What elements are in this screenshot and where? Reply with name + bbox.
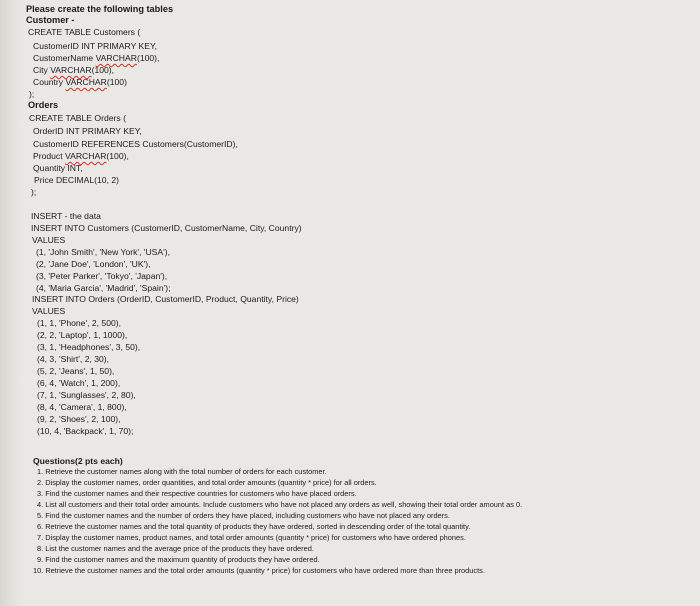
customer-row: (2, 'Jane Doe', 'London', 'UK'), — [36, 259, 151, 269]
questions-heading: Questions(2 pts each) — [33, 456, 123, 466]
customers-create-start: CREATE TABLE Customers ( — [28, 27, 141, 37]
order-row: (3, 1, 'Headphones', 3, 50), — [37, 342, 141, 352]
customers-col-name: CustomerName VARCHAR(100), — [33, 53, 160, 63]
question-item: 8. List the customer names and the average price of the products they have ordered. — [37, 544, 314, 553]
order-row: (9, 2, 'Shoes', 2, 100), — [37, 414, 121, 424]
order-row: (4, 3, 'Shirt', 2, 30), — [37, 354, 110, 364]
question-item: 3. Find the customer names and their respective countries for customers who have placed orders. — [37, 489, 357, 498]
customer-row: (3, 'Peter Parker', 'Tokyo', 'Japan'), — [36, 271, 168, 281]
insert-customers-values: VALUES — [32, 235, 66, 245]
insert-heading: INSERT - the data — [31, 211, 101, 221]
title: Please create the following tables — [26, 4, 174, 14]
insert-orders-values: VALUES — [32, 306, 66, 316]
order-row: (1, 1, 'Phone', 2, 500), — [37, 318, 122, 328]
order-row: (8, 4, 'Camera', 1, 800), — [37, 402, 127, 412]
customers-col-city: City VARCHAR(100), — [33, 65, 115, 75]
order-row: (2, 2, 'Laptop', 1, 1000), — [37, 330, 128, 340]
customers-create-end: ); — [29, 89, 35, 99]
question-item: 6. Retrieve the customer names and the total quantity of products they have ordered, sorted in descending order of the total quantity. — [37, 522, 471, 531]
customer-heading: Customer - — [26, 15, 75, 25]
orders-col-customer: CustomerID REFERENCES Customers(CustomerID), — [33, 139, 238, 149]
order-row: (7, 1, 'Sunglasses', 2, 80), — [37, 390, 136, 400]
order-row: (10, 4, 'Backpack', 1, 70); — [37, 426, 134, 436]
customers-col-country: Country VARCHAR(100) — [33, 77, 127, 87]
orders-create-end: ); — [31, 187, 37, 197]
customers-col-id: CustomerID INT PRIMARY KEY, — [33, 41, 158, 51]
question-item: 4. List all customers and their total order amounts. Include customers who have not placed any orders as well, showing their total order amount as 0. — [37, 500, 523, 509]
orders-create-start: CREATE TABLE Orders ( — [29, 113, 126, 123]
customer-row: (4, 'Maria Garcia', 'Madrid', 'Spain'); — [36, 283, 171, 293]
orders-col-quantity: Quantity INT, — [33, 163, 83, 173]
question-item: 10. Retrieve the customer names and the total order amounts (quantity * price) for customers who have ordered more than three products. — [33, 566, 485, 575]
customer-row: (1, 'John Smith', 'New York', 'USA'), — [36, 247, 171, 257]
question-item: 7. Display the customer names, product names, and total order amounts (quantity * price) for customers who have ordered phones. — [37, 533, 466, 542]
question-item: 9. Find the customer names and the maximum quantity of products they have ordered. — [37, 555, 320, 564]
insert-orders-start: INSERT INTO Orders (OrderID, CustomerID, Product, Quantity, Price) — [32, 294, 299, 304]
question-item: 2. Display the customer names, order quantities, and total order amounts (quantity * price) for all orders. — [37, 478, 377, 487]
orders-col-id: OrderID INT PRIMARY KEY, — [33, 126, 142, 136]
order-row: (5, 2, 'Jeans', 1, 50), — [37, 366, 115, 376]
order-row: (6, 4, 'Watch', 1, 200), — [37, 378, 121, 388]
question-item: 1. Retrieve the customer names along with the total number of orders for each customer. — [37, 467, 327, 476]
orders-heading: Orders — [28, 100, 59, 110]
question-item: 5. Find the customer names and the number of orders they have placed, including customers who have not placed any orders. — [37, 511, 450, 520]
page-edge-shadow — [0, 0, 22, 606]
orders-col-price: Price DECIMAL(10, 2) — [34, 175, 120, 185]
orders-col-product: Product VARCHAR(100), — [33, 151, 129, 161]
insert-customers-start: INSERT INTO Customers (CustomerID, CustomerName, City, Country) — [31, 223, 302, 233]
